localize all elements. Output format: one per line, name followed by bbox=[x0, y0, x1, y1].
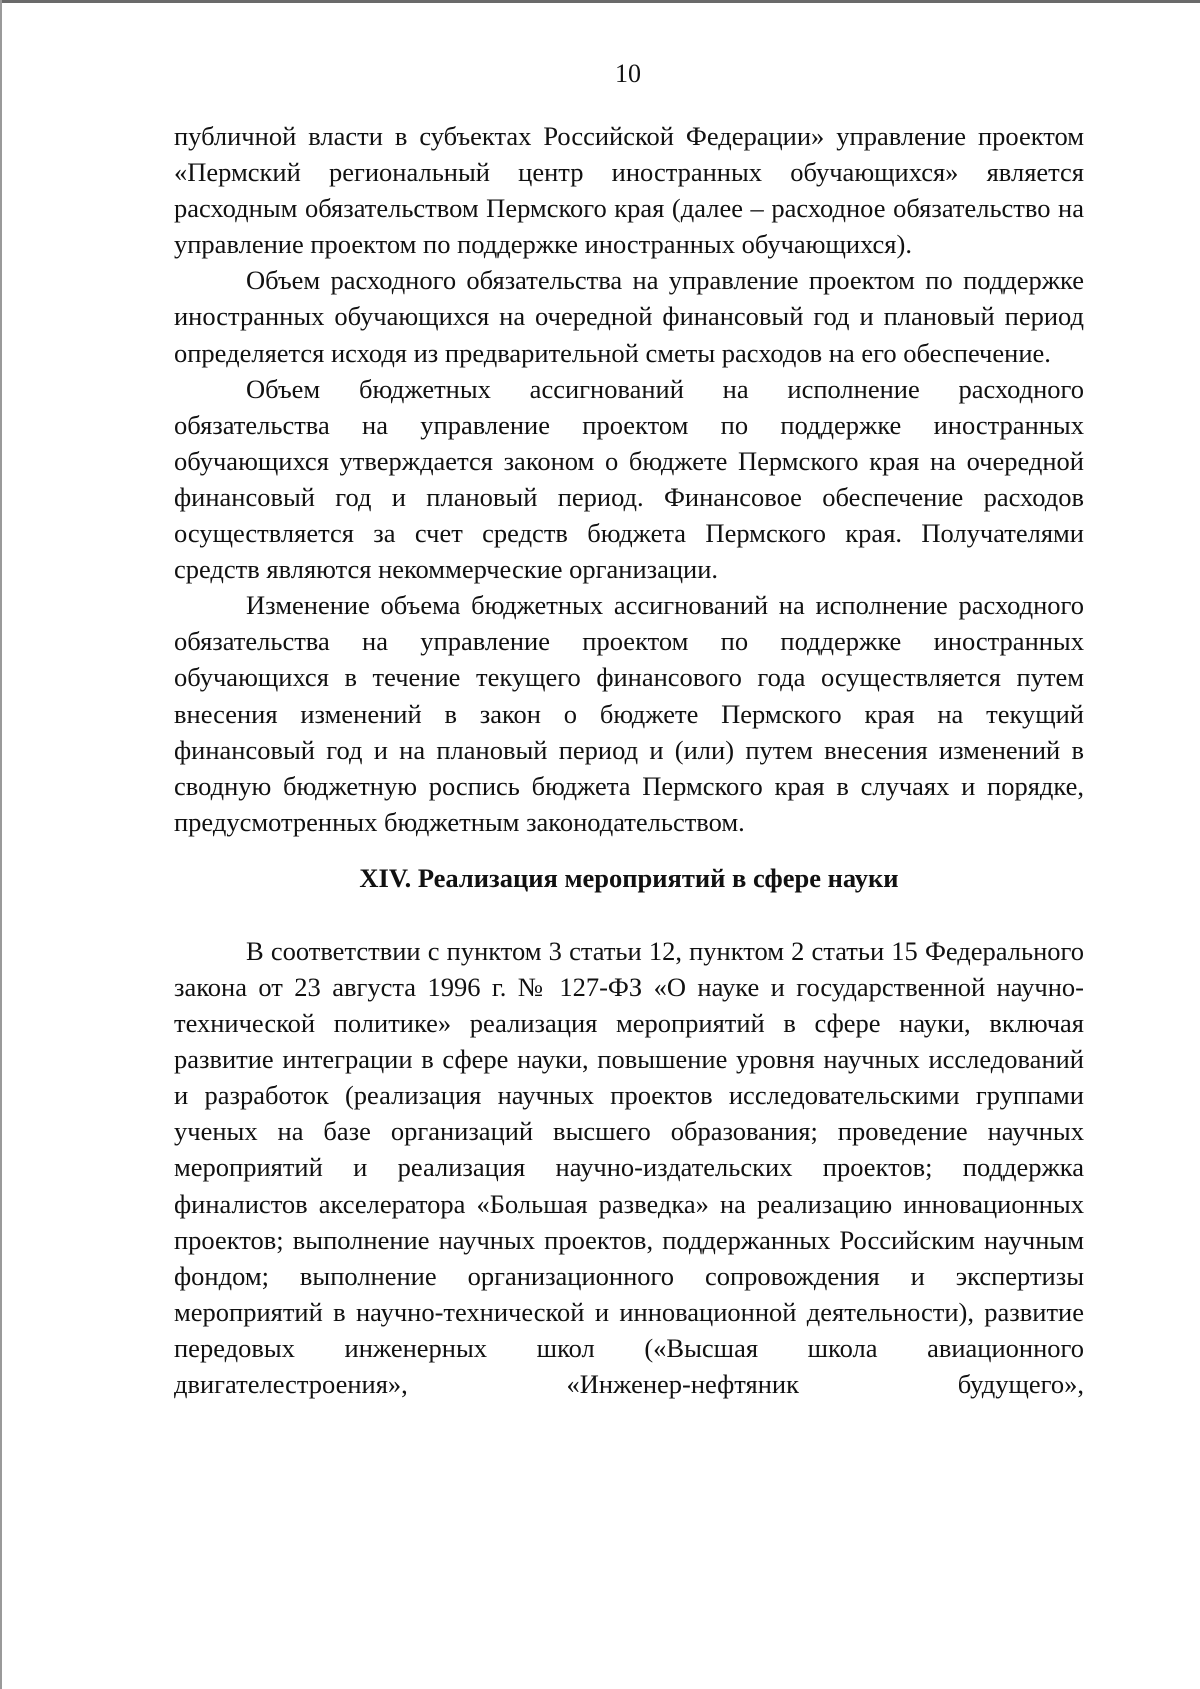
scan-edge-left bbox=[0, 0, 2, 1689]
page-number: 10 bbox=[615, 59, 641, 88]
paragraph: В соответствии с пунктом 3 статьи 12, пунктом 2 статьи 15 Федерального закона от 23 августа 1996 г. № 127-ФЗ «О науке и государственной научно-технической политике» реализация мероприятий в сфере науки, включая развитие интеграции в сфере науки, повышение уровня научных исследований и разработок (реализация научных проектов исследовательскими группами ученых на базе организаций высшего образования; проведение научных мероприятий и реализация научно-издательских проектов; поддержка финалистов акселератора «Большая разведка» на реализацию инновационных проектов; выполнение научных проектов, поддержанных Российским научным фондом; выполнение организационного сопровождения и экспертизы мероприятий в научно-технической и инновационной деятельности), развитие передовых инженерных школ («Высшая школа авиационного двигателестроения», «Инженер-нефтяник будущего», bbox=[174, 935, 1084, 1399]
document-body bbox=[174, 118, 1084, 1402]
paragraph-continuation: публичной власти в субъектах Российской Федерации» управление проектом «Пермский региональный центр иностранных обучающихся» является расходным обязательством Пермского края (далее – расходное обязательство на управление проектом по поддержке иностранных обучающихся). bbox=[174, 121, 1084, 260]
paragraph: Изменение объема бюджетных ассигнований на исполнение расходного обязательства на управление проектом по поддержке иностранных обучающихся в течение текущего финансового года осуществляется путем внесения изменений в закон о бюджете Пермского края на текущий финансовый год и на плановый период и (или) путем внесения изменений в сводную бюджетную роспись бюджета Пермского края в случаях и порядке, предусмотренных бюджетным законодательством. bbox=[174, 590, 1084, 837]
section-body bbox=[174, 933, 1084, 1402]
paragraph: Объем расходного обязательства на управление проектом по поддержке иностранных обучающихся на очередной финансовый год и плановый период определяется исходя из предварительной сметы расходов на его обеспечение. bbox=[174, 265, 1084, 368]
section-heading: XIV. Реализация мероприятий в сфере науки bbox=[359, 862, 899, 893]
scan-edge-top bbox=[0, 0, 1200, 3]
paragraph: Объем бюджетных ассигнований на исполнение расходного обязательства на управление проектом по поддержке иностранных обучающихся утверждается законом о бюджете Пермского края на очередной финансовый год и плановый период. Финансовое обеспечение расходов осуществляется за счет средств бюджета Пермского края. Получателями средств являются некоммерческие организации. bbox=[174, 373, 1084, 585]
